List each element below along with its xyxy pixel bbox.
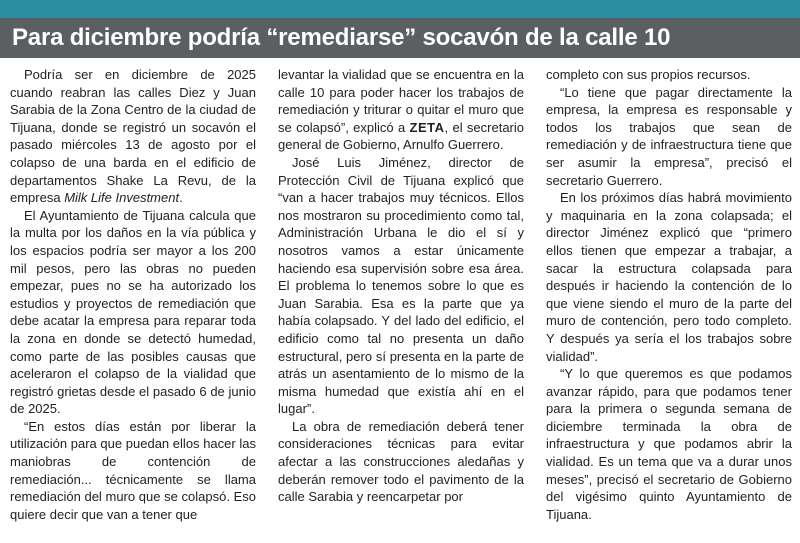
headline-bar — [0, 18, 800, 58]
article-column-3 — [546, 66, 792, 538]
paragraph: El Ayuntamiento de Tijuana calcula que la multa por los daños en la vía pública y los espacios podría ser mayor a los 200 mil pesos, pero las obras no pueden empezar, pues no se ha autorizado los estudios y proyectos de remediación que debe acatar la empresa para reparar toda la zona en donde se detectó humedad, como parte de las posibles causas que aceleraron el colapso de la vialidad que registró grietas desde el pasado 6 de junio de 2025. — [10, 207, 256, 417]
paragraph-text: Podría ser en diciembre de 2025 cuando reabran las calles Diez y Juan Sarabia de la Zona Centro de la ciudad de Tijuana, donde se registró un socavón el pasado miércoles 13 de agosto por el colapso de una barda en el edificio de departamentos Shake La Revu, de la empresa — [10, 67, 256, 206]
paragraph: “Y lo que queremos es que podamos avanzar rápido, para que podamos tener para la primera o segunda semana de diciembre terminada la obra de infraestructura y que podamos abrir la vialidad. Es un tema que va a durar unos meses”, precisó el secretario de Gobierno del vigésimo quinto Ayuntamiento de Tijuana. — [546, 366, 792, 522]
paragraph — [278, 66, 524, 154]
company-name: Milk Life Investment — [64, 190, 180, 206]
paragraph: En los próximos días habrá movimiento y maquinaria en la zona colapsada; el director Jiménez explicó que “primero ellos tienen que empezar a trabajar, a sacar la estructura colapsada para después ir haciendo la contención de lo que viene siendo el muro de la parte del muro de contención, pero todo completo. Y después ya sería el los trabajos sobre vialidad”. — [546, 190, 792, 364]
paragraph-tail: , el secretario general de Gobierno, Arnulfo Guerrero. — [278, 119, 524, 153]
paragraph: La obra de remediación deberá tener consideraciones técnicas para evitar afectar a las construcciones aledañas y deberán remover todo el pavimento de la calle Sarabia y reencarpetar por — [278, 418, 524, 505]
top-color-strip — [0, 0, 800, 18]
paragraph-tail: . — [179, 190, 183, 206]
paragraph: completo con sus propios recursos. — [546, 67, 751, 82]
article-column-2 — [278, 66, 524, 538]
paragraph: “Lo tiene que pagar directamente la empresa, la empresa es responsable y todos los trabajos que sean de remediación y de infraestructura tiene que ser asumir la empresa”, precisó el secretario Guerrero. — [546, 84, 792, 188]
paragraph: José Luis Jiménez, director de Protección Civil de Tijuana explicó que “van a hacer trabajos muy técnicos. Ellos nos mostraron su procedimiento como tal, Administración Urbana le dio el sí y nosotros vamos a estar únicamente haciendo esa supervisión sobre esa área. El problema lo tenemos sobre lo que es Juan Sarabia. Esa es la parte que ya había colapsado. Y del lado del edificio, el edificio como tal no presenta un daño estructural, pero sí presenta en la parte de atrás un asentamiento de lo mismo de la misma humedad que existía ahí en el lugar”. — [278, 154, 524, 417]
paragraph — [10, 66, 256, 207]
paragraph: “En estos días están por liberar la utilización para que puedan ellos hacer las maniobras de contención de remediación... técnicamente se llama remediación del muro que se colapsó. Eso quiere decir que van a tener que — [10, 418, 256, 522]
article-body — [10, 66, 792, 538]
article-column-1 — [10, 66, 256, 538]
publication-name: ZETA — [409, 119, 445, 135]
article-headline: Para diciembre podría “remediarse” socavón de la calle 10 — [12, 24, 671, 51]
paragraph-text: levantar la vialidad que se encuentra en la calle 10 para poder hacer los trabajos de remediación y triturar o quitar el muro que se colapsó”, explicó a — [278, 67, 524, 135]
